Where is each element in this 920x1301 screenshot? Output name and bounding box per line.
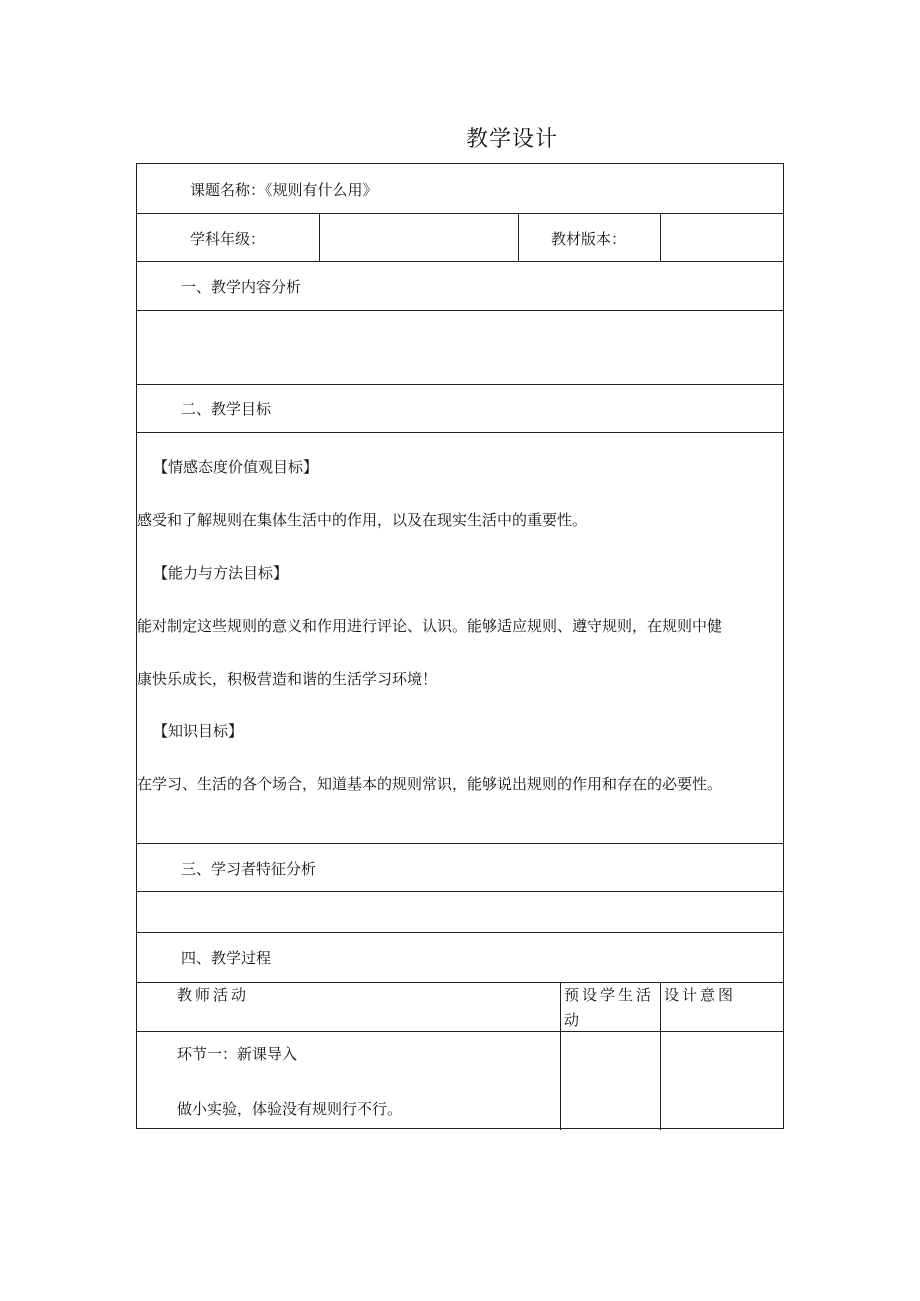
col-divider <box>660 213 661 261</box>
stage1-title: 环节一：新课导入 <box>177 1045 298 1063</box>
lesson-plan-table <box>136 163 784 1129</box>
goal-emotion-heading: 【情感态度价值观目标】 <box>153 458 319 476</box>
row-divider <box>137 843 783 844</box>
goal-ability-line1: 能对制定这些规则的意义和作用进行评论、认识。能够适应规则、遵守规则，在规则中健 <box>137 617 723 635</box>
row-divider <box>137 432 783 433</box>
row-divider <box>137 932 783 933</box>
row-divider <box>137 261 783 262</box>
subject-grade-label: 学科年级： <box>190 230 266 248</box>
row-divider <box>137 213 783 214</box>
section3-heading: 三、学习者特征分析 <box>181 860 317 878</box>
goal-ability-line2: 康快乐成长，积极营造和谐的生活学习环境！ <box>137 670 438 688</box>
col-student-activity-line1: 预设学生活 <box>564 986 655 1004</box>
goal-emotion-text: 感受和了解规则在集体生活中的作用，以及在现实生活中的重要性。 <box>137 511 588 529</box>
row-divider <box>137 982 783 983</box>
col-divider <box>518 213 519 261</box>
col-divider <box>319 213 320 261</box>
section4-heading: 四、教学过程 <box>181 949 272 967</box>
section1-heading: 一、教学内容分析 <box>181 278 302 296</box>
row-divider <box>137 310 783 311</box>
stage1-text: 做小实验，体验没有规则行不行。 <box>177 1100 403 1118</box>
goal-knowledge-heading: 【知识目标】 <box>153 722 244 740</box>
document-title: 教学设计 <box>465 127 558 152</box>
textbook-version-label: 教材版本： <box>551 230 627 248</box>
col-teacher-activity: 教师活动 <box>177 986 250 1004</box>
col-divider <box>560 982 561 1130</box>
goal-knowledge-text: 在学习、生活的各个场合，知道基本的规则常识，能够说出规则的作用和存在的必要性。 <box>137 775 723 793</box>
col-design-intent: 设计意图 <box>664 986 737 1004</box>
row-divider <box>137 1031 783 1032</box>
row-divider <box>137 891 783 892</box>
goal-ability-heading: 【能力与方法目标】 <box>153 564 289 582</box>
col-student-activity-line2: 动 <box>564 1011 583 1029</box>
row-divider <box>137 384 783 385</box>
col-divider <box>660 982 661 1130</box>
section2-heading: 二、教学目标 <box>181 400 272 418</box>
course-name: 课题名称：《规则有什么用》 <box>190 181 378 199</box>
